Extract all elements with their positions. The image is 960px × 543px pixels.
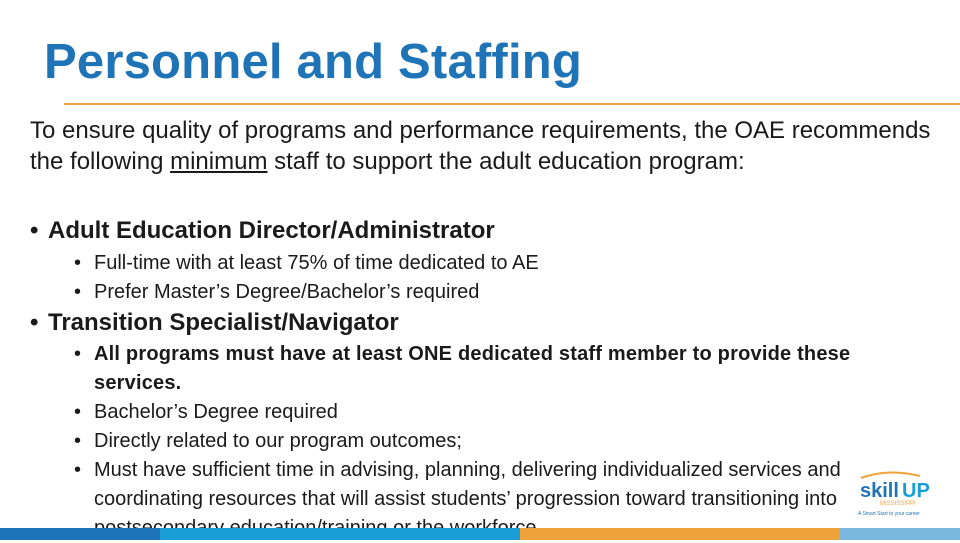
- section-heading-text: Adult Education Director/Administrator: [48, 217, 495, 244]
- list-item-text: Prefer Master’s Degree/Bachelor’s required: [94, 281, 480, 303]
- bullet-icon: •: [74, 401, 82, 423]
- bar-segment: [160, 528, 520, 540]
- intro-text-after: staff to support the adult education program:: [267, 147, 745, 175]
- list-item-text: Bachelor’s Degree required: [94, 401, 338, 423]
- bar-segment: [520, 528, 840, 540]
- transition-sub-list: [76, 340, 936, 543]
- logo-state: MISSISSIPPI: [880, 501, 916, 507]
- list-item: [76, 249, 936, 278]
- bullet-icon: •: [74, 281, 82, 303]
- bullet-icon: •: [74, 430, 82, 452]
- logo-word-skill: skill: [860, 480, 899, 502]
- bar-segment: [840, 528, 960, 540]
- list-item: [76, 278, 936, 307]
- list-item-text: Directly related to our program outcomes;: [94, 430, 462, 452]
- slide-title: Personnel and Staffing: [44, 35, 583, 89]
- list-item: [76, 398, 936, 427]
- bullet-icon: •: [30, 217, 39, 244]
- list-item: [76, 340, 936, 398]
- list-item-text: Full-time with at least 75% of time dedicated to AE: [94, 252, 539, 274]
- bullet-icon: •: [74, 459, 82, 481]
- title-underline-rule: [64, 103, 960, 105]
- logo-word-up: UP: [902, 480, 930, 502]
- skillup-logo: [858, 470, 938, 518]
- bar-segment: [0, 528, 160, 540]
- section-heading-text: Transition Specialist/Navigator: [48, 309, 399, 336]
- bottom-decorative-bar: [0, 528, 960, 540]
- bullet-icon: •: [30, 309, 39, 336]
- intro-underlined-word: minimum: [170, 147, 268, 175]
- list-item-text: Must have sufficient time in advising, planning, delivering individualized services and coordinating resources that will assist students’ progression toward transitioning into: [94, 459, 841, 510]
- bullet-icon: •: [74, 343, 82, 365]
- logo-tagline: A Smart Start to your career: [858, 511, 920, 517]
- logo-swoosh-icon: [861, 472, 920, 478]
- intro-text-before: To ensure quality of programs and performance requirements, the OAE recommends the following: [30, 117, 931, 175]
- section-heading-transition: [30, 308, 399, 338]
- list-item: [76, 427, 936, 456]
- list-item-text: All programs must have at least ONE dedicated staff member to provide these services.: [94, 343, 851, 394]
- section-heading-director: [30, 216, 495, 246]
- intro-paragraph: [30, 116, 935, 177]
- director-sub-list: [76, 249, 936, 307]
- bullet-icon: •: [74, 252, 82, 274]
